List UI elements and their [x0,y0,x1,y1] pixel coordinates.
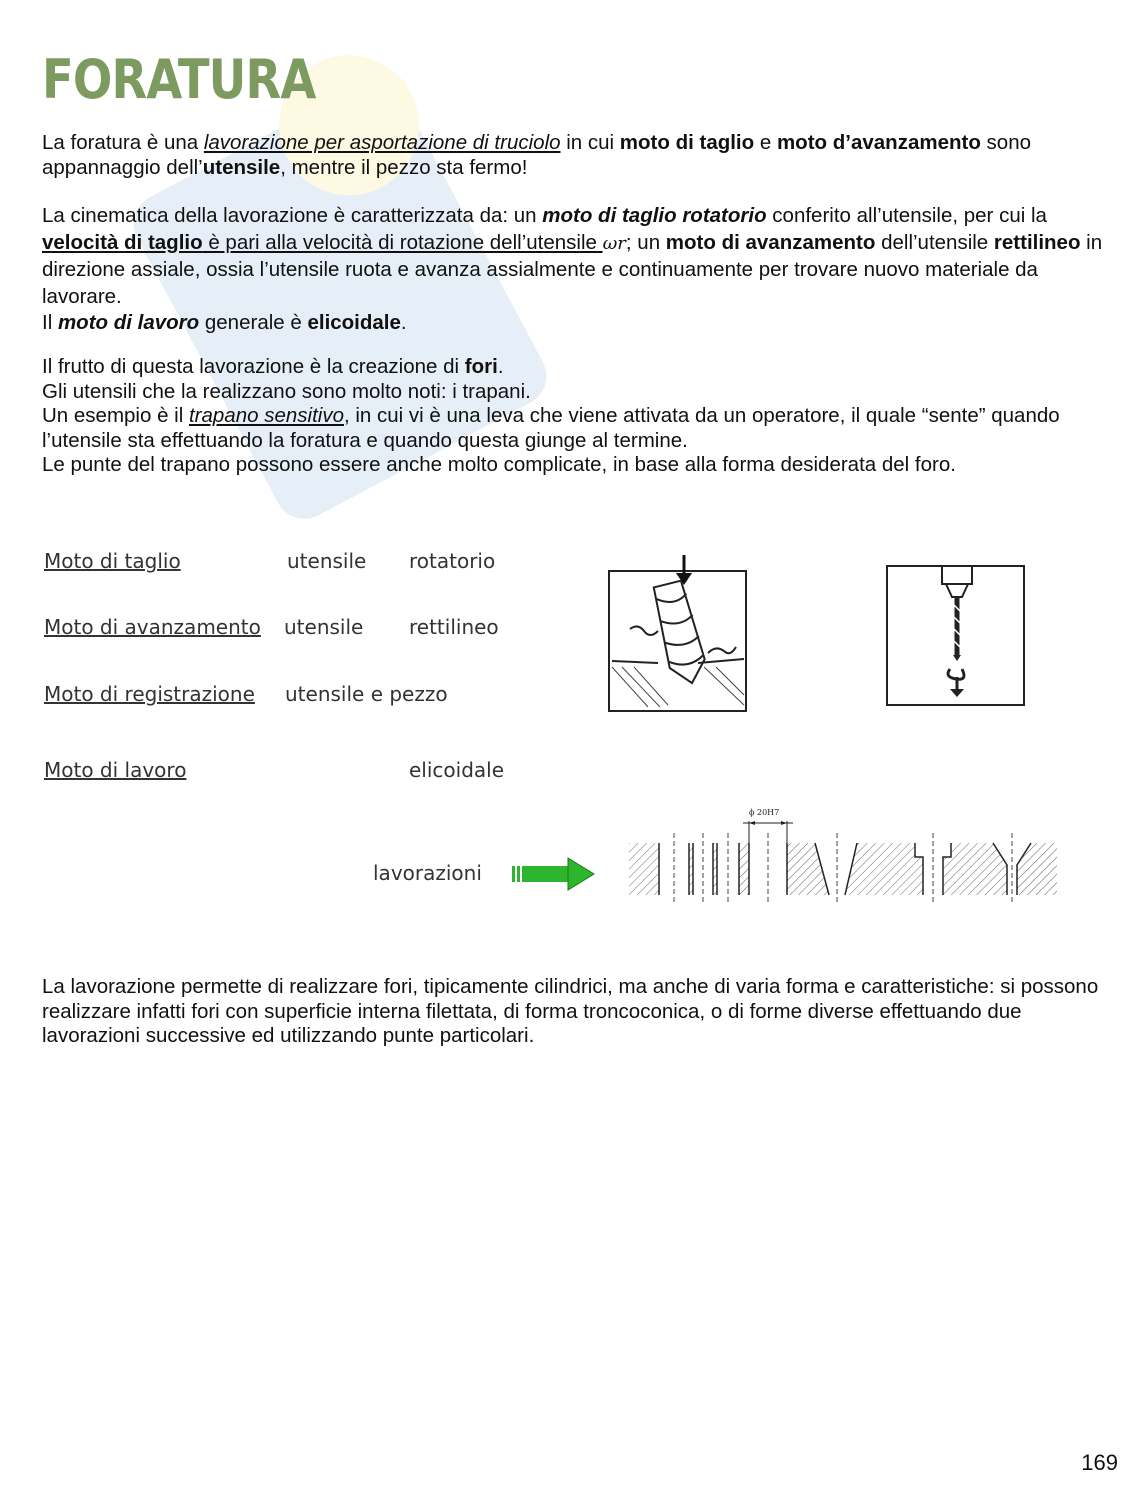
hole-dimension-label: ϕ 20H7 [749,808,780,817]
paragraph-conclusione: La lavorazione permette di realizzare fori, tipicamente cilindrici, ma anche di varia forma e caratteristiche: si possono realizzare infatti fori con superficie interna filettata, di forma troncoconica, o di forme diverse effettuando due lavorazioni successive ed utilizzando punte particolari. [42,975,1099,1047]
page-number: 169 [1081,1450,1118,1475]
table-type-taglio: rotatorio [409,549,496,573]
table-who-taglio: utensile [287,549,367,573]
lavorazioni-label: lavorazioni [373,861,482,885]
drill-motion-figure [886,565,1026,707]
table-label-avanzamento: Moto di avanzamento [44,615,261,639]
hole-types-figure [625,805,1060,905]
green-arrow-icon [510,856,596,892]
paragraph-fori: Il frutto di questa lavorazione è la creazione di fori. Gli utensili che la realizzano sono molto noti: i trapani. Un esempio è il trapano sensitivo, in cui vi è una leva che viene attivata da un operatore, il quale “sente” quando l’utensile sta effettuando la foratura e quando questa giunge al termine. Le punte del trapano possono essere anche molto complicate, in base alla forma desiderata del foro. [42,355,1060,476]
table-who-registrazione: utensile e pezzo [285,682,448,706]
drill-cutting-figure [608,555,748,713]
link-trapano-sensitivo[interactable]: trapano sensitivo [188,404,344,427]
link-asportazione-truciolo[interactable]: lavorazione per asportazione di truciolo [203,131,561,154]
table-type-lavoro: elicoidale [409,758,505,782]
table-label-registrazione: Moto di registrazione [44,682,255,706]
page-title: FORATURA [42,48,316,111]
paragraph-cinematica: La cinematica della lavorazione è caratterizzata da: un moto di taglio rotatorio conferito all’utensile, per cui la velocità di taglio è pari alla velocità di rotazione dell’utensile ωr; un moto di avanzamento dell’utensile rettilineo in direzione assiale, ossia l’utensile ruota e avanza assialmente e continuamente per trovare nuovo materiale da lavorare. Il moto di lavoro generale è elicoidale. [42,204,1103,334]
table-label-lavoro: Moto di lavoro [44,758,187,782]
paragraph-intro: La foratura è una lavorazione per asportazione di truciolo in cui moto di taglio e moto d’avanzamento sono appannaggio dell’utensile, mentre il pezzo sta fermo! [42,131,1031,179]
table-type-avanzamento: rettilineo [409,615,499,639]
table-who-avanzamento: utensile [284,615,364,639]
table-label-taglio: Moto di taglio [44,549,181,573]
